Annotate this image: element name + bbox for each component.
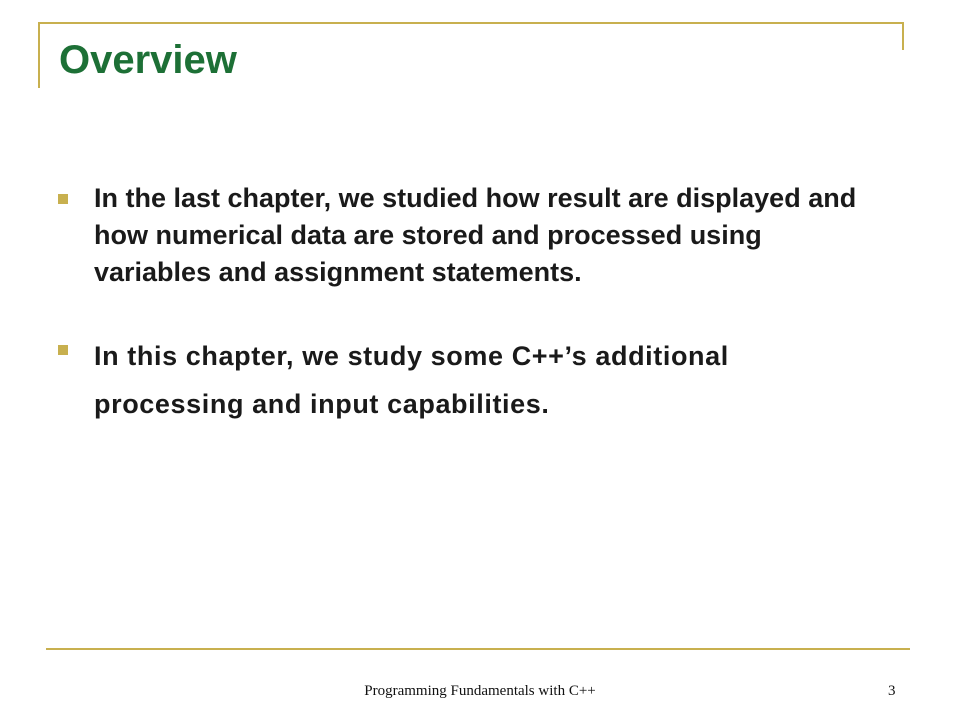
bullet-text: In this chapter, we study some C++’s additional processing and input capabilities. [94, 341, 729, 419]
title-top-rule [40, 22, 904, 24]
square-bullet-icon [58, 194, 68, 204]
page-number: 3 [888, 683, 896, 699]
bullet-item [58, 332, 858, 428]
slide-title: Overview [59, 38, 237, 82]
title-left-rule [38, 22, 40, 88]
footer-rule [46, 648, 910, 650]
square-bullet-icon [58, 345, 68, 355]
bullet-text: In the last chapter, we studied how result are displayed and how numerical data are stored and processed using variables and assignment statements. [94, 183, 857, 287]
bullet-item [58, 180, 858, 291]
bullet-list [58, 180, 858, 428]
title-right-rule [902, 22, 904, 50]
footer-text: Programming Fundamentals with C++ [364, 683, 596, 699]
